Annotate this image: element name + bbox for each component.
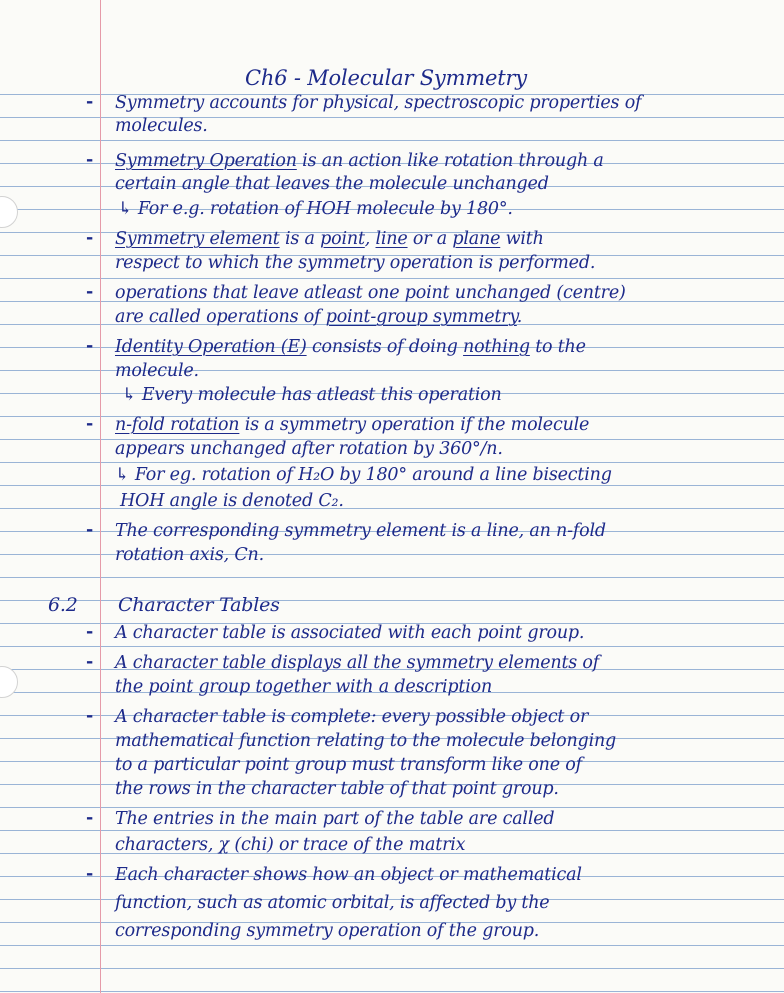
bullet-dash: - bbox=[86, 414, 94, 434]
paper-top-band bbox=[0, 0, 784, 72]
sub-note: ↳ Every molecule has atleast this operation bbox=[122, 385, 502, 405]
bullet-dash: - bbox=[86, 228, 94, 248]
note-line: molecule. bbox=[115, 361, 199, 381]
sub-note: ↳ For e.g. rotation of HOH molecule by 180°. bbox=[118, 199, 513, 219]
note-line: molecules. bbox=[115, 116, 208, 136]
note-line: A character table is complete: every possible object or bbox=[115, 707, 589, 727]
key-term: Symmetry element bbox=[115, 229, 280, 249]
note-line: Symmetry element is a point, line or a plane with bbox=[115, 229, 544, 249]
section-number: 6.2 bbox=[48, 594, 78, 616]
note-line: operations that leave atleast one point unchanged (centre) bbox=[115, 283, 626, 303]
section-title: Character Tables bbox=[118, 594, 280, 616]
margin-line bbox=[100, 0, 101, 993]
note-line: corresponding symmetry operation of the group. bbox=[115, 921, 540, 941]
note-line: to a particular point group must transform like one of bbox=[115, 755, 582, 775]
key-term: Identity Operation (E) bbox=[115, 337, 307, 357]
bullet-dash: - bbox=[86, 864, 94, 884]
sub-note: ↳ For eg. rotation of H₂O by 180° around a line bisecting bbox=[115, 465, 612, 485]
note-line: A character table is associated with each point group. bbox=[115, 623, 585, 643]
bullet-dash: - bbox=[86, 520, 94, 540]
note-line: rotation axis, Cn. bbox=[115, 545, 264, 565]
note-line: The corresponding symmetry element is a line, an n-fold bbox=[115, 521, 606, 541]
note-line: characters, χ (chi) or trace of the matrix bbox=[115, 835, 466, 855]
bullet-dash: - bbox=[86, 808, 94, 828]
bullet-dash: - bbox=[86, 92, 94, 112]
note-line: the point group together with a description bbox=[115, 677, 493, 697]
note-title: Ch6 - Molecular Symmetry bbox=[245, 66, 527, 90]
sub-note: HOH angle is denoted C₂. bbox=[120, 491, 344, 511]
bullet-dash: - bbox=[86, 150, 94, 170]
note-line: Symmetry accounts for physical, spectroscopic properties of bbox=[115, 93, 642, 113]
bullet-dash: - bbox=[86, 706, 94, 726]
note-line: n-fold rotation is a symmetry operation if the molecule bbox=[115, 415, 590, 435]
note-line: Symmetry Operation is an action like rotation through a bbox=[115, 151, 604, 171]
note-line: certain angle that leaves the molecule unchanged bbox=[115, 174, 549, 194]
note-line: Each character shows how an object or mathematical bbox=[115, 865, 582, 885]
note-line: appears unchanged after rotation by 360°/n. bbox=[115, 439, 503, 459]
bullet-dash: - bbox=[86, 652, 94, 672]
key-term: point-group symmetry bbox=[325, 307, 517, 327]
bullet-dash: - bbox=[86, 282, 94, 302]
key-term: Symmetry Operation bbox=[115, 151, 297, 171]
note-line: A character table displays all the symmetry elements of bbox=[115, 653, 600, 673]
note-line: function, such as atomic orbital, is affected by the bbox=[115, 893, 550, 913]
note-line: the rows in the character table of that point group. bbox=[115, 779, 559, 799]
note-line: are called operations of point-group symmetry. bbox=[115, 307, 523, 327]
note-line: Identity Operation (E) consists of doing nothing to the bbox=[115, 337, 586, 357]
note-line: mathematical function relating to the molecule belonging bbox=[115, 731, 617, 751]
note-line: The entries in the main part of the table are called bbox=[115, 809, 555, 829]
key-term: n-fold rotation bbox=[115, 415, 240, 435]
bullet-dash: - bbox=[86, 622, 94, 642]
bullet-dash: - bbox=[86, 336, 94, 356]
note-line: respect to which the symmetry operation is performed. bbox=[115, 253, 596, 273]
